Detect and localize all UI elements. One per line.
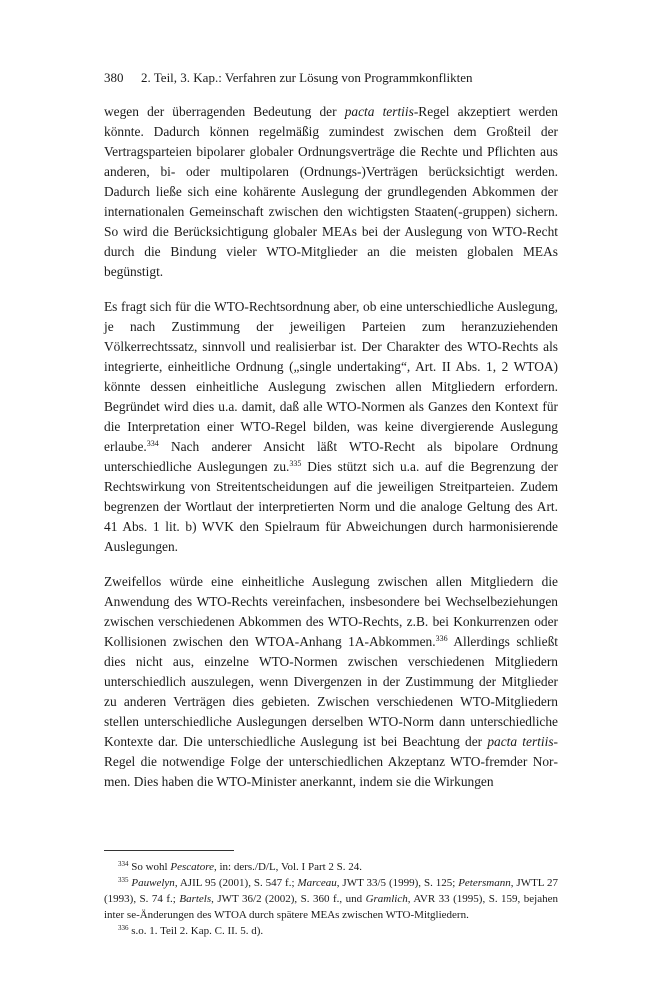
paragraph-1-italic-term: pacta tertiis: [344, 104, 414, 119]
footnote-ref-336: 336: [435, 634, 448, 643]
paragraph-3-text-b: Allerdings schließt dies nicht aus, einzelne WTO-Normen zwischen verschiedenen Mitgliedern unterschiedlich auszulegen, wenn Divergenzen in der Zustimmung der Mitglieder zu anderen Verträgen dies gebieten. Zwischen verschiedenen WTO-Mitgliedern stellen unterschiedliche Auslegungen derselben WTO-Norm dann unterschiedliche Kontexte dar. Die unterschiedliche Auslegung ist bei Beachtung der: [104, 634, 558, 749]
footnote-text: , AJIL 95 (2001), S. 547 f.;: [174, 877, 298, 889]
footnotes: [104, 859, 558, 939]
footnote-text: s.o. 1. Teil 2. Kap. C. II. 5. d).: [128, 925, 264, 937]
paragraph-3: [104, 572, 558, 792]
footnote-author: Petersmann: [458, 877, 511, 889]
footnote-number: 335: [118, 876, 129, 884]
footnote-separator: [104, 850, 234, 851]
footnote-ref-334: 334: [146, 439, 159, 448]
running-header: [104, 70, 558, 86]
paragraph-1-text-c: -Regel akzeptiert werden könnte. Dadurch können regelmäßig zumindest zwischen dem Großteil der Vertragsparteien bipolarer globaler Ordnungsverträge die Rechte und Pflichten aus anderen, bi- oder multipolaren (Ordnungs-)Verträgen berücksichtigt werden. Dadurch ließe sich eine kohärente Auslegung der grundlegenden Abkommen der internationalen Gemeinschaft zwischen den wichtigsten Staaten(-gruppen) sichern. So wird die Berücksichtigung globaler MEAs bei der Auslegung von WTO-Recht durch die Bindung vieler WTO-Mitglieder an die meisten globalen MEAs begünstigt.: [104, 104, 558, 279]
paragraph-1: [104, 102, 558, 282]
paragraph-2-text-b: Nach anderer Ansicht läßt WTO-Recht als bipolare Ordnung unterschiedliche Auslegungen zu.: [104, 439, 558, 474]
running-title: 2. Teil, 3. Kap.: Verfahren zur Lösung von Programmkonflikten: [141, 70, 473, 85]
footnote-text: , JWT 33/5 (1999), S. 125;: [336, 877, 459, 889]
footnote-335: [104, 875, 558, 923]
paragraph-3-text-c: -Regel die notwendige Folge der unterschiedlichen Akzeptanz WTO-fremder Normen. Dies haben die WTO-Minister anerkannt, indem sie die Wirkungen: [104, 734, 558, 789]
footnote-text: , AVR 33 (1995), S. 159, bejahen inter se-Änderungen des WTOA durch spätere MEAs zwischen WTO-Mitgliedern.: [104, 893, 558, 921]
paragraph-1-text-a: wegen der überragenden Bedeutung der: [104, 104, 345, 119]
book-page: [104, 70, 558, 939]
paragraph-3-text-a: Zweifellos würde eine einheitliche Auslegung zwischen allen Mitgliedern die Anwendung des WTO-Rechts vereinfachen, insbesondere bei Wechselbeziehungen zwischen verschiedenen Abkommen des WTO-Rechts, z.B. bei Konkurrenzen oder Kollisionen zwischen den WTOA-Anhang 1A-Abkommen.: [104, 574, 558, 649]
paragraph-3-italic-term: pacta tertiis: [487, 734, 554, 749]
footnote-ref-335: 335: [289, 459, 302, 468]
footnote-text: So wohl: [128, 861, 171, 873]
paragraph-2: [104, 297, 558, 557]
paragraph-2-text-a: Es fragt sich für die WTO-Rechtsordnung aber, ob eine unterschiedliche Auslegung, je nach Zustimmung der jeweiligen Parteien zum heranzuziehenden Völkerrechtssatz, sinnvoll und realisierbar ist. Der Charakter des WTO-Rechts als integrierte, einheitliche Ordnung („single undertaking“, Art. II Abs. 1, 2 WTOA) könnte dessen einheitliche Auslegung zwischen allen Mitgliedern erfordern. Begründet wird dies u.a. damit, daß alle WTO-Normen als Ganzes den Kontext für die Interpretation einer WTO-Regel bilden, was keine divergierende Auslegung erlaube.: [104, 299, 558, 454]
page-number: 380: [104, 70, 124, 85]
footnote-text: , JWT 36/2 (2002), S. 360 f., und: [211, 893, 366, 905]
footnote-author: Gramlich: [365, 893, 408, 905]
footnote-author: Pescatore: [170, 861, 214, 873]
footnote-number: 334: [118, 860, 129, 868]
footnote-number: 336: [118, 924, 129, 932]
footnote-334: [104, 859, 558, 875]
footnote-author: Bartels: [179, 893, 212, 905]
footnote-336: [104, 923, 558, 939]
footnote-author: Pauwelyn: [131, 877, 175, 889]
paragraph-2-text-c: Dies stützt sich u.a. auf die Begrenzung der Rechtswirkung von Streitentscheidungen auf die jeweiligen Streitparteien. Zudem begrenzen der Wortlaut der interpretierten Norm und die analoge Geltung des Art. 41 Abs. 1 lit. b) WVK den Spielraum für Abweichungen durch harmonisierende Auslegungen.: [104, 459, 558, 554]
footnote-author: Marceau: [297, 877, 337, 889]
footnote-text: , JWTL 27 (1993), S. 74 f.;: [104, 877, 559, 905]
body-text: [104, 102, 558, 792]
footnote-text: , in: ders./D/L, Vol. I Part 2 S. 24.: [213, 861, 363, 873]
